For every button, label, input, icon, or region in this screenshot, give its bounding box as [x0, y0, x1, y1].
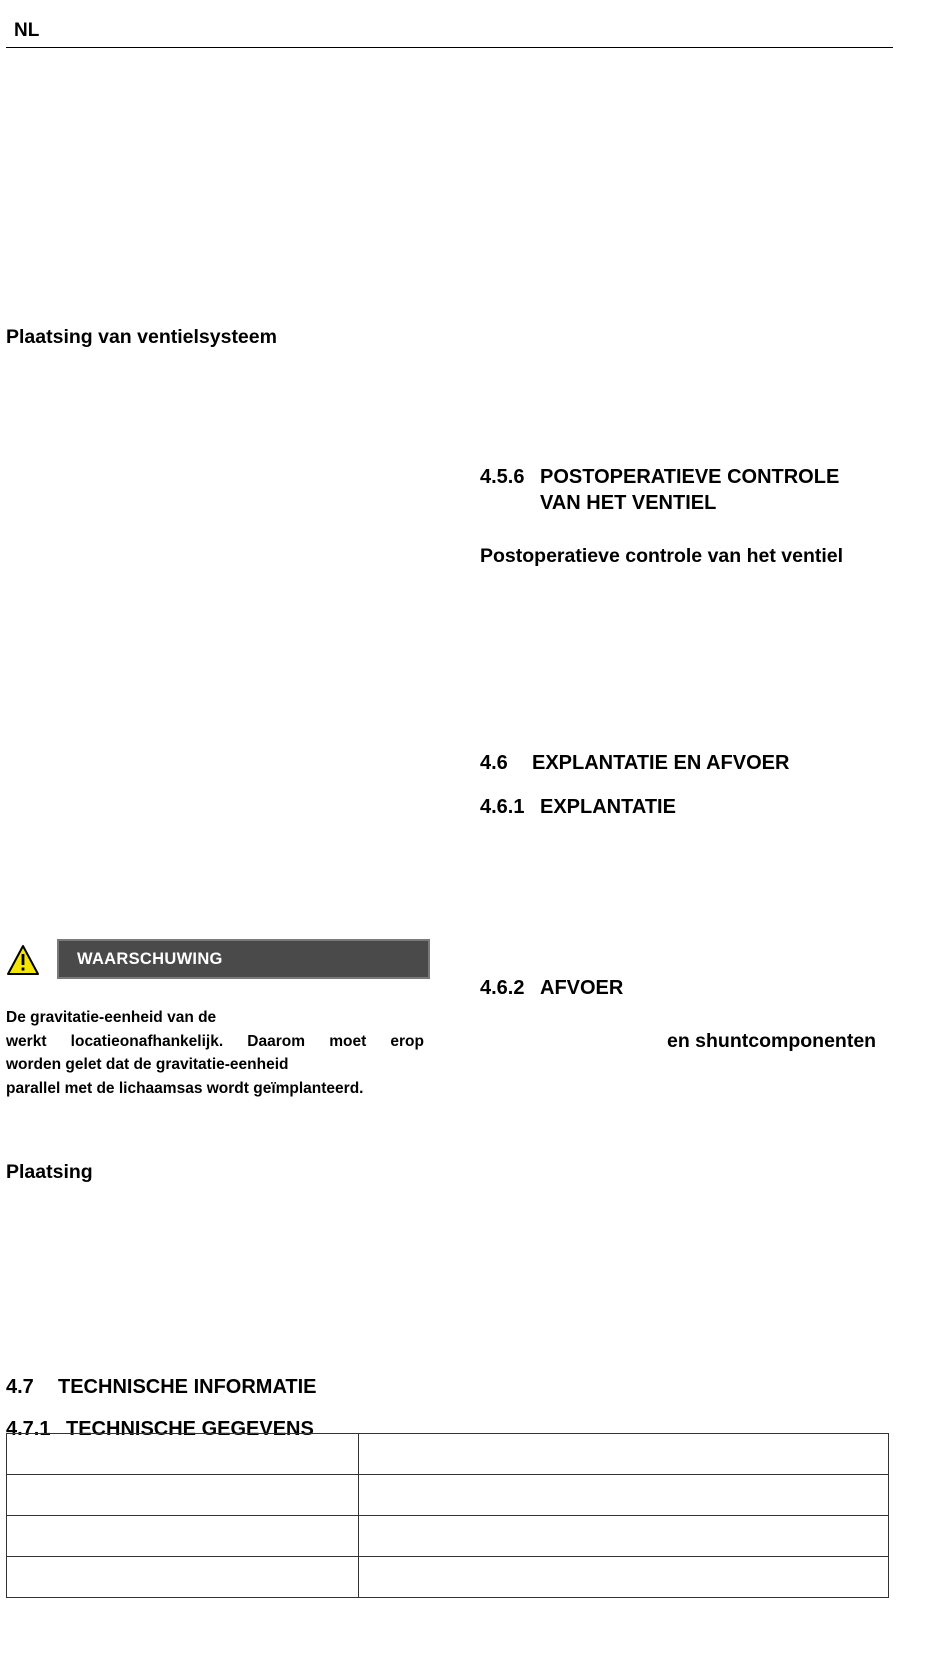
warning-text-line: De gravitatie-eenheid van de: [6, 1009, 217, 1026]
table-cell: [359, 1557, 889, 1598]
section-title: POSTOPERATIEVE CONTROLE: [540, 466, 840, 488]
section-number: 4.5.6: [480, 466, 525, 488]
language-code: NL: [14, 20, 40, 41]
table-row: [7, 1434, 889, 1475]
section-4-6-2-heading: [480, 977, 623, 1000]
table-cell: [359, 1516, 889, 1557]
warning-triangle-icon: [6, 944, 40, 976]
section-4-5-6-heading-line2: VAN HET VENTIEL: [540, 492, 717, 514]
warning-text-line: worden gelet dat de gravitatie-eenheid: [6, 1056, 289, 1073]
placement-heading: Plaatsing: [6, 1161, 93, 1183]
section-title: AFVOER: [540, 977, 624, 999]
valve-placement-heading: Plaatsing van ventielsysteem: [6, 326, 277, 348]
table-row: [7, 1516, 889, 1557]
table-row: [7, 1475, 889, 1516]
table-cell: [359, 1434, 889, 1475]
section-title: EXPLANTATIE: [540, 796, 676, 818]
section-number: 4.7: [6, 1376, 34, 1398]
technical-data-table: [6, 1433, 889, 1598]
section-title: TECHNISCHE INFORMATIE: [58, 1376, 317, 1398]
table-cell: [7, 1516, 359, 1557]
section-number: 4.7.1: [6, 1418, 51, 1440]
header-rule: [6, 47, 893, 48]
table-row: [7, 1557, 889, 1598]
warning-text: [6, 1006, 424, 1100]
table-cell: [7, 1434, 359, 1475]
postop-subheading: Postoperatieve controle van het ventiel: [480, 545, 844, 567]
table-cell: [359, 1475, 889, 1516]
section-title: EXPLANTATIE EN AFVOER: [532, 752, 790, 774]
warning-label-box: WAARSCHUWING: [57, 939, 430, 979]
section-title: TECHNISCHE GEGEVENS: [66, 1418, 314, 1440]
warning-text-line: parallel met de lichaamsas wordt geïmplanteerd.: [6, 1079, 364, 1097]
section-4-6-1-heading: [480, 796, 676, 819]
section-4-6-heading: [480, 752, 789, 775]
section-number: 4.6.1: [480, 796, 525, 818]
table-cell: [7, 1475, 359, 1516]
shunt-components-fragment: en shuntcomponenten: [667, 1030, 877, 1052]
warning-text-line: werkt locatieonafhankelijk. Daarom moet erop: [6, 1032, 424, 1050]
section-number: 4.6.2: [480, 977, 525, 999]
section-4-7-heading: [6, 1376, 317, 1399]
section-number: 4.6: [480, 752, 508, 774]
table-cell: [7, 1557, 359, 1598]
section-4-5-6-heading: [480, 466, 839, 489]
